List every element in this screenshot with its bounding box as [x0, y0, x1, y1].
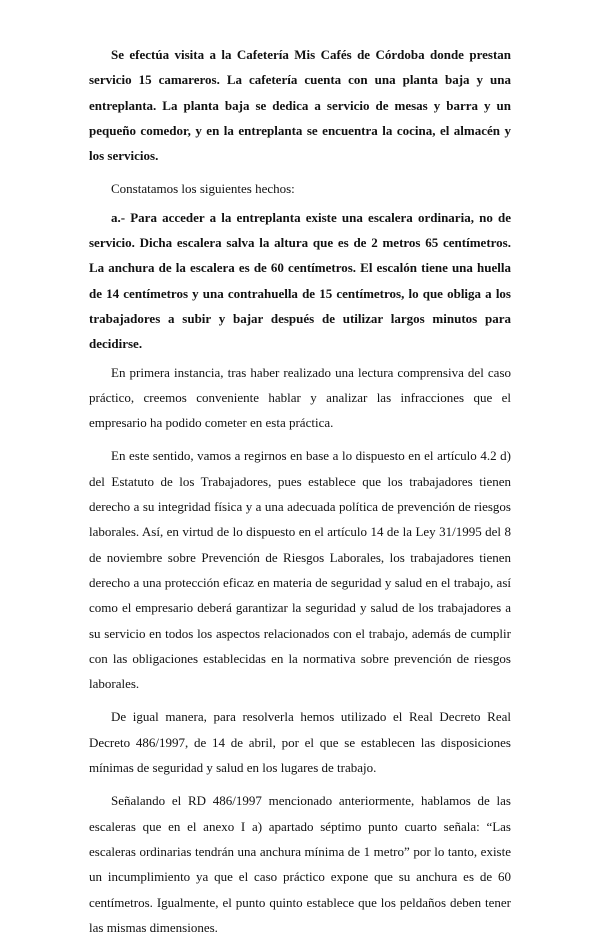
paragraph-first-instance: En primera instancia, tras haber realizado una lectura comprensiva del caso práctico, creemos conveniente hablar y analizar las infracciones que el empresario ha podido cometer en esta práctica. [89, 364, 511, 431]
paragraph-visit-description: Se efectúa visita a la Cafetería Mis Cafés de Córdoba donde prestan servicio 15 camareros. La cafetería cuenta con una planta baja y una entreplanta. La planta baja se dedica a servicio de mesas y barra y un pequeño comedor, y en la entreplanta se encuentra la cocina, el almacén y los servicios. [89, 47, 511, 164]
paragraph-royal-decree: De igual manera, para resolverla hemos utilizado el Real Decreto Real Decreto 486/1997, de 14 de abril, por el que se establecen las disposiciones mínimas de seguridad y salud en los lugares de trabajo. [89, 709, 511, 776]
paragraph-stairs-analysis: Señalando el RD 486/1997 mencionado anteriormente, hablamos de las escaleras que en el anexo I a) apartado séptimo punto cuarto señala: “Las escaleras ordinarias tendrán una anchura mínima de 1 metro” por lo tanto, existe un incumplimiento ya que el caso práctico expone que su anchura es de 60 centímetros. Igualmente, el punto quinto establece que los peldaños deben tener las mismas dimensiones. [89, 793, 511, 935]
paragraph-legal-basis: En este sentido, vamos a regirnos en base a lo dispuesto en el artículo 4.2 d) del Estatuto de los Trabajadores, pues establece que los trabajadores tienen derecho a su integridad física y a una adecuada política de prevención de riesgos laborales. Así, en virtud de lo dispuesto en el artículo 14 de la Ley 31/1995 del 8 de noviembre sobre Prevención de Riesgos Laborales, los trabajadores tienen derecho a una protección eficaz en materia de seguridad y salud en el trabajo, así como el empresario deberá garantizar la seguridad y salud de los trabajadores a su servicio en todos los aspectos relacionados con el trabajo, además de cumplir con las obligaciones establecidas en la normativa sobre prevención de riesgos laborales. [89, 448, 511, 692]
paragraph-fact-a: a.- Para acceder a la entreplanta existe una escalera ordinaria, no de servicio. Dicha escalera salva la altura que es de 2 metros 65 centímetros. La anchura de la escalera es de 60 centímetros. El escalón tiene una huella de 14 centímetros y una contrahuella de 15 centímetros, lo que obliga a los trabajadores a subir y bajar después de utilizar largos minutos para decidirse. [89, 209, 511, 352]
paragraph-facts-intro: Constatamos los siguientes hechos: [111, 181, 295, 197]
